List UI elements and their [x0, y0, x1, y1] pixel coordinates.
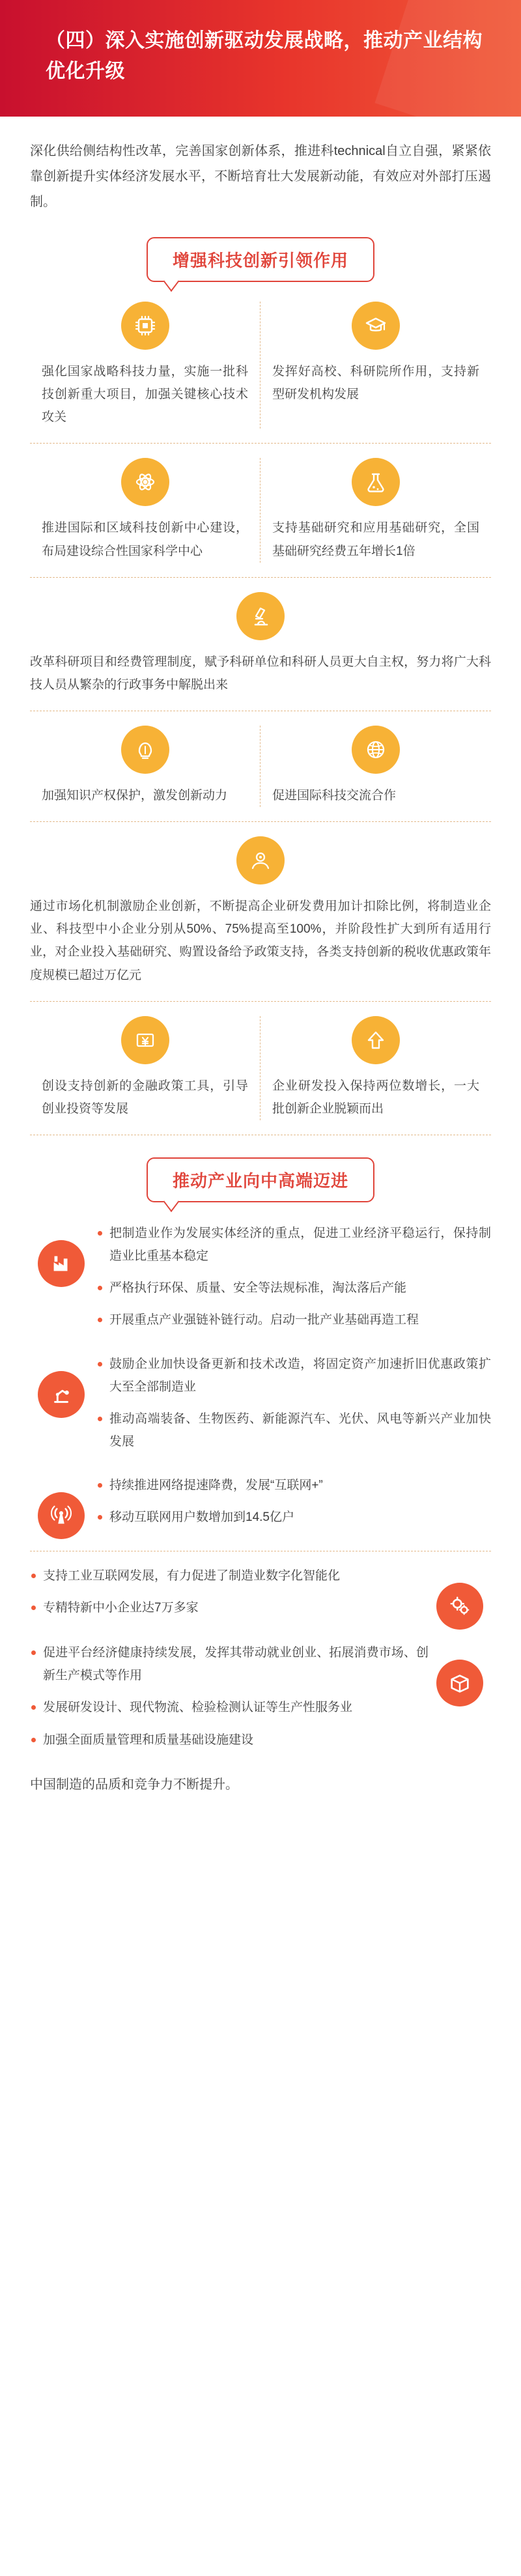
robot-arm-icon [38, 1371, 85, 1418]
bullet: 严格执行环保、质量、安全等法规标准，淘汰落后产能 [96, 1277, 491, 1299]
section-1-item-6-text: 促进国际科技交流合作 [272, 788, 397, 802]
bullet: 支持工业互联网发展，有力促进了制造业数字化智能化 [30, 1564, 429, 1587]
bullet: 开展重点产业强链补链行动。启动一批产业基础再造工程 [96, 1309, 491, 1331]
section-1-item-5 [30, 726, 260, 807]
section-2-group-0 [30, 1222, 491, 1341]
section-1-heading [30, 237, 491, 282]
section-1-row-2 [30, 458, 491, 577]
section-2-group-1-bullets [92, 1353, 491, 1463]
section-1-item-2 [30, 458, 260, 562]
bullet: 专精特新中小企业达7万多家 [30, 1596, 429, 1619]
section-1-row-6 [30, 1016, 491, 1135]
section-2-group-1 [30, 1353, 491, 1463]
lightbulb-head-icon [121, 726, 169, 774]
section-1-item-2-text: 推进国际和区域科技创新中心建设，布局建设综合性国家科学中心 [42, 521, 248, 558]
section-2-group-4 [30, 1641, 491, 1761]
globe-icon [352, 726, 400, 774]
chip-icon [121, 302, 169, 350]
intro-paragraph: 深化供给侧结构性改革，完善国家创新体系，推进科technical自立自强，紧紧依靠创新提升实体经济发展水平，不断培育壮大发展新动能，有效应对外部打压遏制。 [30, 144, 491, 209]
closing-paragraph: 中国制造的品质和竞争力不断提升。 [30, 1777, 238, 1792]
arrow-up-icon [352, 1016, 400, 1064]
bullet: 加强全面质量管理和质量基础设施建设 [30, 1729, 429, 1751]
section-2-group-4-bullets [30, 1641, 429, 1761]
money-policy-icon [121, 1016, 169, 1064]
section-1-item-8 [30, 1016, 260, 1120]
section-1-item-0 [30, 302, 260, 429]
section-2-title: 推动产业向中高端迈进 [147, 1157, 374, 1202]
page-title: （四）深入实施创新驱动发展战略，推动产业结构优化升级 [46, 30, 483, 82]
section-2-group-1-icon-col [30, 1353, 92, 1418]
section-1-item-1 [260, 302, 491, 429]
section-2-heading [30, 1157, 491, 1202]
section-1-item-7 [30, 836, 491, 1002]
microscope-icon [236, 592, 285, 640]
section-1-item-4-text: 改革科研项目和经费管理制度，赋予科研单位和科研人员更大自主权，努力将广大科技人员从繁杂的行政事务中解脱出来 [30, 655, 491, 692]
graduation-book-icon [352, 302, 400, 350]
bullet: 把制造业作为发展实体经济的重点，促进工业经济平稳运行，保持制造业比重基本稳定 [96, 1222, 491, 1267]
section-2-group-4-icon-col [429, 1641, 491, 1706]
document-content [0, 117, 521, 1810]
section-2-group-3-bullets [30, 1564, 429, 1628]
section-2-group-0-icon-col [30, 1222, 92, 1287]
section-1-item-5-text: 加强知识产权保护，激发创新动力 [42, 788, 228, 802]
gears-icon [436, 1583, 483, 1630]
section-1-item-0-text: 强化国家战略科技力量，实施一批科技创新重大项目，加强关键核心技术攻关 [42, 365, 248, 425]
section-2-group-2-icon-col [30, 1474, 92, 1539]
section-2-group-3-icon-col [429, 1564, 491, 1630]
bullet: 推动高端装备、生物医药、新能源汽车、光伏、风电等新兴产业加快发展 [96, 1408, 491, 1453]
bullet: 持续推进网络提速降费，发展“互联网+” [96, 1474, 491, 1497]
section-1-item-6 [260, 726, 491, 807]
signal-tower-icon [38, 1492, 85, 1539]
section-1-row-4 [30, 726, 491, 822]
header-banner [0, 0, 521, 117]
section-1-row-1 [30, 302, 491, 444]
section-2-group-3 [30, 1564, 491, 1630]
section-1-item-9 [260, 1016, 491, 1120]
bullet: 移动互联网用户数增加到14.5亿户 [96, 1506, 491, 1529]
bullet: 发展研发设计、现代物流、检验检测认证等生产性服务业 [30, 1696, 429, 1719]
section-1-item-4 [30, 592, 491, 711]
section-1-item-1-text: 发挥好高校、科研院所作用，支持新型研发机构发展 [272, 365, 479, 402]
section-1-item-3 [260, 458, 491, 562]
section-2-group-2-bullets [92, 1474, 491, 1538]
bullet: 促进平台经济健康持续发展，发挥其带动就业创业、拓展消费市场、创新生产模式等作用 [30, 1641, 429, 1687]
bullet: 鼓励企业加快设备更新和技术改造，将固定资产加速折旧优惠政策扩大至全部制造业 [96, 1353, 491, 1398]
section-2-group-0-bullets [92, 1222, 491, 1341]
box-delivery-icon [436, 1660, 483, 1706]
factory-icon [38, 1240, 85, 1287]
section-2-group-2 [30, 1474, 491, 1539]
section-1-item-3-text: 支持基础研究和应用基础研究，全国基础研究经费五年增长1倍 [272, 521, 479, 558]
hand-gear-icon [236, 836, 285, 885]
banner-decoration [0, 105, 521, 117]
flask-icon [352, 458, 400, 506]
atom-icon [121, 458, 169, 506]
section-1-title: 增强科技创新引领作用 [147, 237, 374, 282]
section-1-item-7-text: 通过市场化机制激励企业创新，不断提高企业研发费用加计扣除比例，将制造业企业、科技型中小企业分别从50%、75%提高至100%，并阶段性扩大到所有适用行业，对企业投入基础研究、购置设备给予政策支持，各类支持创新的税收优惠政策年度规模已超过万亿元 [30, 899, 491, 982]
section-1-item-9-text: 企业研发投入保持两位数增长，一大批创新企业脱颖而出 [272, 1079, 479, 1116]
section-1-item-8-text: 创设支持创新的金融政策工具，引导创业投资等发展 [42, 1079, 248, 1116]
